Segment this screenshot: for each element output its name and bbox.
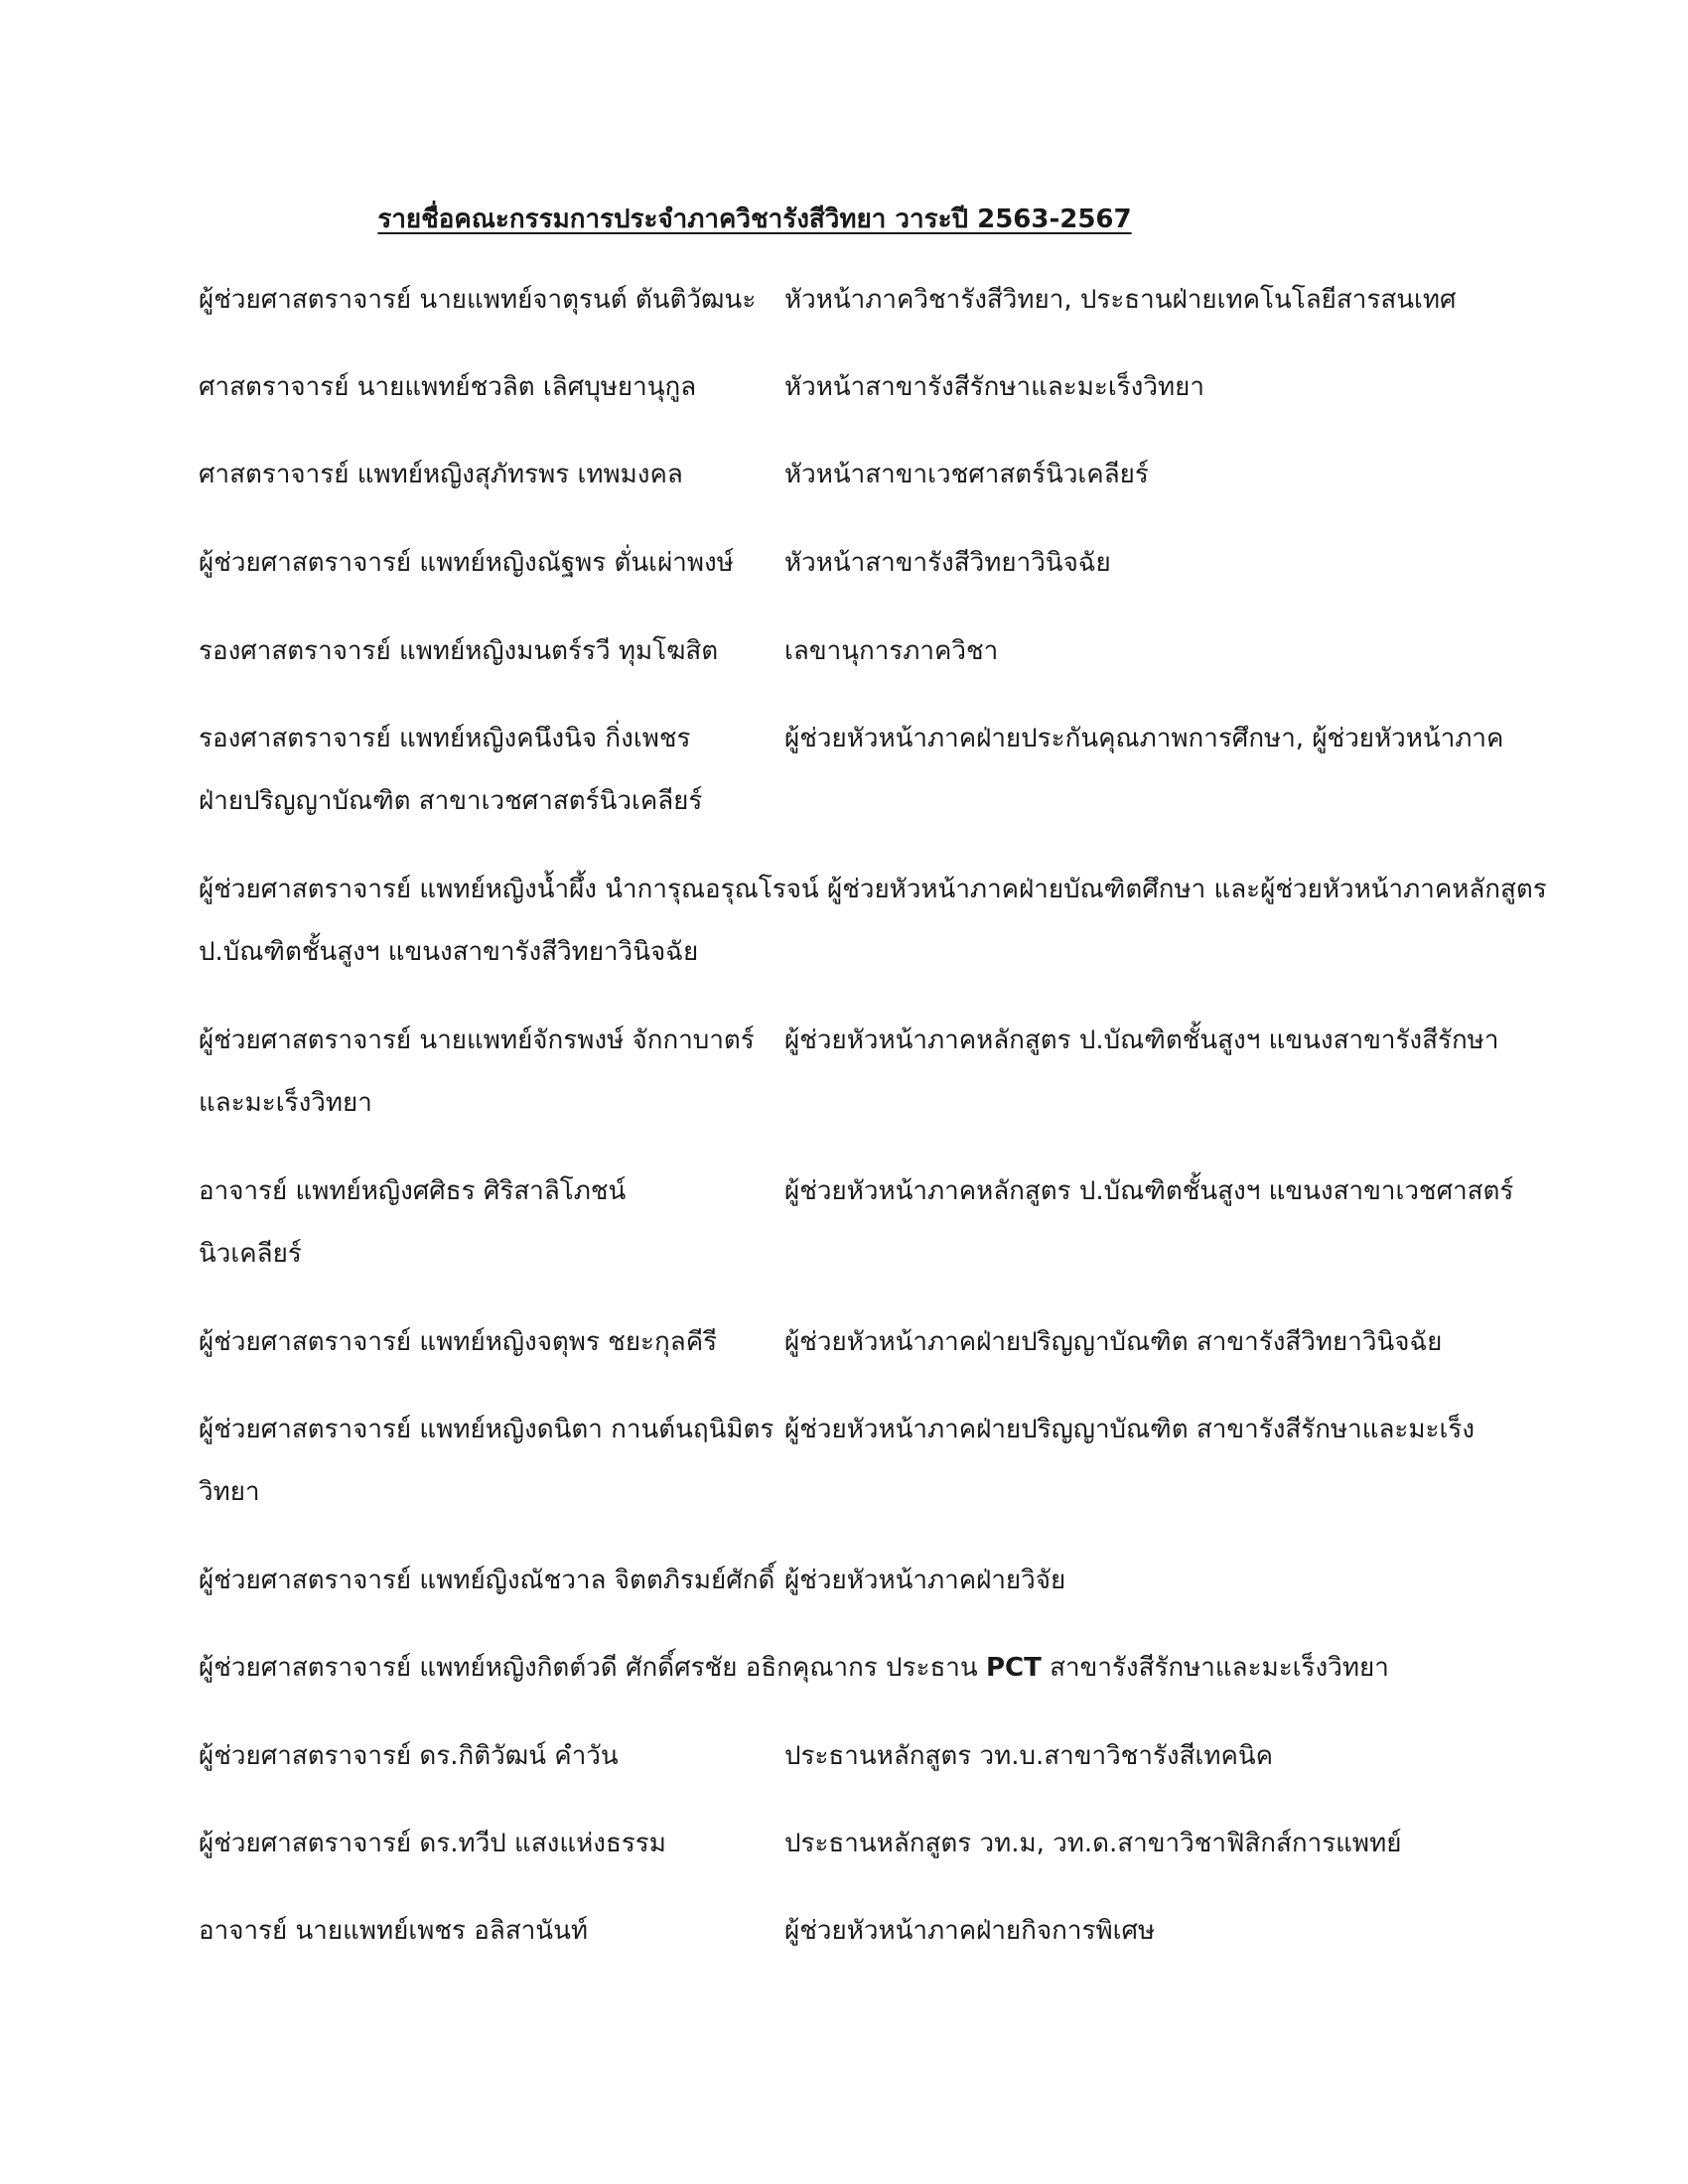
member-role: หัวหน้าภาควิชารังสีวิทยา, ประธานฝ่ายเทคโนโลยีสารสนเทศ (784, 285, 1457, 315)
member-name: ผู้ช่วยศาสตราจารย์ แพทย์หญิงดนิตา กานต์นฤนิมิตร (199, 1415, 774, 1444)
member-row (199, 459, 1149, 490)
member-row (199, 723, 1503, 754)
member-row (199, 1828, 1401, 1859)
page-title: รายชื่อคณะกรรมการประจำภาควิชารังสีวิทยา วาระปี 2563-2567 (377, 205, 1132, 234)
member-name: ศาสตราจารย์ แพทย์หญิงสุภัทรพร เทพมงคล (199, 460, 683, 489)
member-role: ประธานหลักสูตร วท.บ.สาขาวิชารังสีเทคนิค (784, 1741, 1274, 1771)
member-row (199, 635, 998, 667)
member-text: ผู้ช่วยศาสตราจารย์ แพทย์หญิงกิตต์วดี ศักดิ์ศรชัย อธิกคุณากร ประธาน (199, 1653, 986, 1683)
member-row (199, 284, 1457, 316)
member-name: ผู้ช่วยศาสตราจารย์ นายแพทย์จาตุรนต์ ตันติวัฒนะ (199, 285, 757, 315)
member-text: สาขารังสีรักษาและมะเร็งวิทยา (1041, 1653, 1389, 1683)
member-row (199, 1740, 1273, 1772)
member-role-continuation: นิวเคลียร์ (199, 1239, 302, 1269)
member-row (199, 1175, 1513, 1207)
member-row (199, 1326, 1442, 1358)
member-name: ผู้ช่วยศาสตราจารย์ แพทย์ญิงณัชวาล จิตตภิรมย์ศักดิ์ (199, 1566, 775, 1595)
member-role: ผู้ช่วยหัวหน้าภาคหลักสูตร ป.บัณฑิตชั้นสูงฯ แขนงสาขาเวชศาสตร์ (784, 1176, 1514, 1206)
member-role: ผู้ช่วยหัวหน้าภาคฝ่ายวิจัย (784, 1566, 1066, 1595)
member-role-continuation: และมะเร็งวิทยา (199, 1088, 372, 1118)
member-role: หัวหน้าสาขารังสีรักษาและมะเร็งวิทยา (784, 372, 1204, 402)
member-name: อาจารย์ แพทย์หญิงศศิธร ศิริสาลิโภชน์ (199, 1176, 627, 1206)
member-role: หัวหน้าสาขาเวชศาสตร์นิวเคลียร์ (784, 460, 1149, 489)
member-row (199, 1565, 1065, 1596)
member-row (199, 1915, 1155, 1947)
member-role-continuation: วิทยา (199, 1477, 260, 1507)
member-row-full: ผู้ช่วยศาสตราจารย์ แพทย์หญิงน้ำผึ้ง นำการุณอรุณโรจน์ ผู้ช่วยหัวหน้าภาคฝ่ายบัณฑิตศึกษา และผู้ช่วยหัวหน้าภาคหลักสูตร (199, 875, 1547, 904)
pct-label: PCT (985, 1653, 1042, 1683)
member-name: รองศาสตราจารย์ แพทย์หญิงคนึงนิจ กิ่งเพชร (199, 724, 691, 753)
member-row (199, 1024, 1498, 1056)
member-role: ประธานหลักสูตร วท.ม, วท.ด.สาขาวิชาฟิสิกส์การแพทย์ (784, 1829, 1402, 1858)
member-role: ผู้ช่วยหัวหน้าภาคฝ่ายปริญญาบัณฑิต สาขารังสีวิทยาวินิจฉัย (784, 1327, 1443, 1357)
member-name: ผู้ช่วยศาสตราจารย์ นายแพทย์จักรพงษ์ จักกาบาตร์ (199, 1025, 755, 1055)
member-role: เลขานุการภาควิชา (784, 636, 999, 666)
member-role-continuation: ป.บัณฑิตชั้นสูงฯ แขนงสาขารังสีวิทยาวินิจฉัย (199, 937, 699, 967)
member-name: ผู้ช่วยศาสตราจารย์ ดร.ทวีป แสงแห่งธรรม (199, 1829, 666, 1858)
member-name: ศาสตราจารย์ นายแพทย์ชวลิต เลิศบุษยานุกูล (199, 372, 697, 402)
member-role: ผู้ช่วยหัวหน้าภาคหลักสูตร ป.บัณฑิตชั้นสูงฯ แขนงสาขารังสีรักษา (784, 1025, 1499, 1055)
member-name: รองศาสตราจารย์ แพทย์หญิงมนตร์รวี ทุมโฆสิต (199, 636, 719, 666)
member-row-full (199, 1652, 1389, 1684)
member-role-continuation: ฝ่ายปริญญาบัณฑิต สาขาเวชศาสตร์นิวเคลียร์ (199, 786, 703, 816)
member-name: ผู้ช่วยศาสตราจารย์ แพทย์หญิงจตุพร ชยะกุลคีรี (199, 1327, 718, 1357)
member-role: ผู้ช่วยหัวหน้าภาคฝ่ายกิจการพิเศษ (784, 1916, 1156, 1946)
member-row (199, 1414, 1475, 1445)
member-name: อาจารย์ นายแพทย์เพชร อลิสานันท์ (199, 1916, 588, 1946)
member-role: ผู้ช่วยหัวหน้าภาคฝ่ายประกันคุณภาพการศึกษา, ผู้ช่วยหัวหน้าภาค (784, 724, 1504, 753)
member-name: ผู้ช่วยศาสตราจารย์ ดร.กิติวัฒน์ คำวัน (199, 1741, 619, 1771)
member-row (199, 371, 1204, 403)
member-role: หัวหน้าสาขารังสีวิทยาวินิจฉัย (784, 548, 1111, 578)
member-row (199, 547, 1111, 579)
member-name: ผู้ช่วยศาสตราจารย์ แพทย์หญิงณัฐพร ตั่นเผ่าพงษ์ (199, 548, 734, 578)
member-role: ผู้ช่วยหัวหน้าภาคฝ่ายปริญญาบัณฑิต สาขารังสีรักษาและมะเร็ง (784, 1415, 1476, 1444)
